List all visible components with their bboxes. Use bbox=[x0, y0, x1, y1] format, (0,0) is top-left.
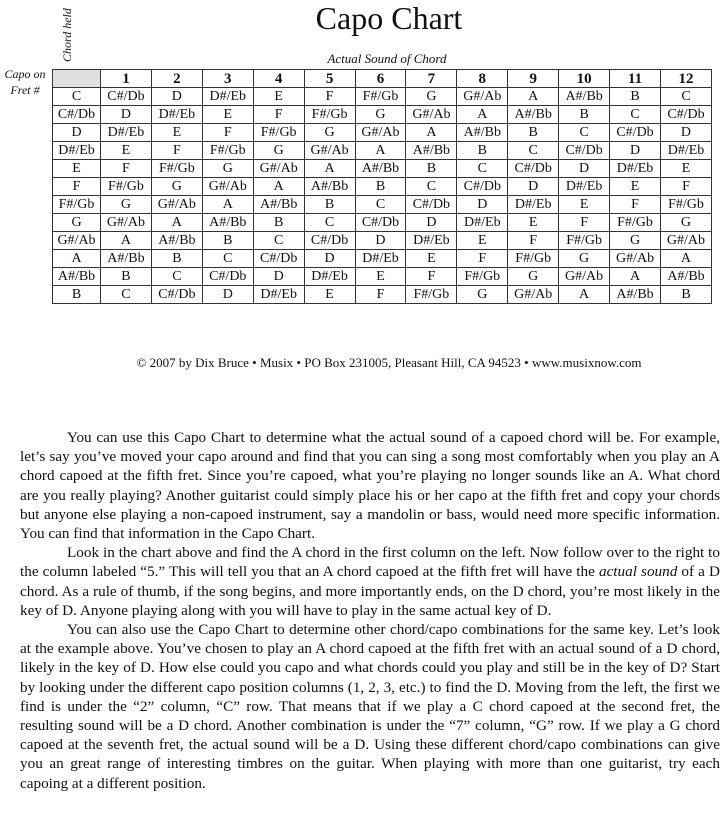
actual-sound-cell: A#/Bb bbox=[406, 142, 457, 160]
actual-sound-cell: G bbox=[610, 232, 661, 250]
actual-sound-cell: A bbox=[406, 124, 457, 142]
actual-sound-cell: F#/Gb bbox=[151, 160, 202, 178]
actual-sound-cell: C bbox=[101, 286, 152, 304]
chord-held-cell: G bbox=[53, 214, 101, 232]
actual-sound-cell: G#/Ab bbox=[508, 286, 559, 304]
actual-sound-cell: G bbox=[660, 214, 711, 232]
table-row bbox=[53, 160, 712, 178]
paragraph-1: You can use this Capo Chart to determine what the actual sound of a capoed chord will be. For example, let’s say you’ve moved your capo around and find that you can sing a song most comfortably when you play an A chord capoed at the fifth fret. Since you’re capoed, what you’re playing no longer sounds like an A. What chord are you really playing? Another guitarist could simply place his or her capo at the fifth fret and copy your chords but anyone else playing a non-capoed instrument, say a mandolin or bass, would need more specific information. You can find that information in the Capo Chart. bbox=[20, 429, 720, 543]
actual-sound-cell: D#/Eb bbox=[151, 106, 202, 124]
actual-sound-cell: C bbox=[559, 124, 610, 142]
chord-held-label: Chord held bbox=[60, 8, 74, 62]
chord-held-cell: B bbox=[53, 286, 101, 304]
actual-sound-cell: E bbox=[304, 286, 355, 304]
fret-header-6: 6 bbox=[355, 70, 406, 88]
page-title: Capo Chart bbox=[315, 0, 463, 36]
actual-sound-cell: D bbox=[304, 250, 355, 268]
actual-sound-cell: D#/Eb bbox=[559, 178, 610, 196]
actual-sound-cell: G bbox=[101, 196, 152, 214]
actual-sound-cell: D bbox=[559, 160, 610, 178]
actual-sound-cell: C bbox=[355, 196, 406, 214]
chord-held-cell: A#/Bb bbox=[53, 268, 101, 286]
fret-header-1: 1 bbox=[101, 70, 152, 88]
actual-sound-cell: F#/Gb bbox=[355, 88, 406, 106]
chord-held-cell: G#/Ab bbox=[53, 232, 101, 250]
actual-sound-cell: E bbox=[660, 160, 711, 178]
paragraph-2 bbox=[20, 543, 720, 620]
actual-sound-cell: G bbox=[151, 178, 202, 196]
actual-sound-cell: F#/Gb bbox=[304, 106, 355, 124]
fret-header-9: 9 bbox=[508, 70, 559, 88]
table-row bbox=[53, 286, 712, 304]
fret-header-10: 10 bbox=[559, 70, 610, 88]
actual-sound-cell: B bbox=[660, 286, 711, 304]
chord-held-cell: A bbox=[53, 250, 101, 268]
actual-sound-cell: G bbox=[304, 124, 355, 142]
actual-sound-cell: A#/Bb bbox=[660, 268, 711, 286]
actual-sound-cell: D#/Eb bbox=[660, 142, 711, 160]
actual-sound-cell: A bbox=[559, 286, 610, 304]
actual-sound-cell: D bbox=[101, 106, 152, 124]
actual-sound-cell: G#/Ab bbox=[304, 142, 355, 160]
paragraph-2-emphasis: actual sound bbox=[598, 563, 678, 581]
actual-sound-cell: E bbox=[202, 106, 253, 124]
actual-sound-cell: C#/Db bbox=[253, 250, 304, 268]
actual-sound-cell: F#/Gb bbox=[406, 286, 457, 304]
actual-sound-cell: A bbox=[457, 106, 508, 124]
actual-sound-cell: C bbox=[406, 178, 457, 196]
actual-sound-cell: A bbox=[660, 250, 711, 268]
actual-sound-cell: D bbox=[253, 268, 304, 286]
actual-sound-cell: G bbox=[202, 160, 253, 178]
actual-sound-cell: G bbox=[253, 142, 304, 160]
actual-sound-cell: G#/Ab bbox=[457, 88, 508, 106]
actual-sound-cell: E bbox=[457, 232, 508, 250]
actual-sound-cell: F#/Gb bbox=[660, 196, 711, 214]
fret-header-4: 4 bbox=[253, 70, 304, 88]
chord-held-cell: F bbox=[53, 178, 101, 196]
actual-sound-cell: A#/Bb bbox=[610, 286, 661, 304]
actual-sound-cell: C#/Db bbox=[457, 178, 508, 196]
actual-sound-cell: D#/Eb bbox=[508, 196, 559, 214]
actual-sound-cell: C#/Db bbox=[508, 160, 559, 178]
actual-sound-cell: C bbox=[304, 214, 355, 232]
actual-sound-cell: F bbox=[355, 286, 406, 304]
actual-sound-cell: F#/Gb bbox=[253, 124, 304, 142]
actual-sound-cell: F bbox=[406, 268, 457, 286]
actual-sound-cell: A bbox=[101, 232, 152, 250]
actual-sound-cell: D#/Eb bbox=[101, 124, 152, 142]
table-row bbox=[53, 214, 712, 232]
actual-sound-cell: A#/Bb bbox=[304, 178, 355, 196]
actual-sound-cell: C#/Db bbox=[355, 214, 406, 232]
chord-held-cell: E bbox=[53, 160, 101, 178]
actual-sound-cell: A#/Bb bbox=[253, 196, 304, 214]
actual-sound-cell: D#/Eb bbox=[457, 214, 508, 232]
actual-sound-cell: D#/Eb bbox=[406, 232, 457, 250]
capo-chart-table bbox=[52, 69, 712, 304]
actual-sound-cell: D#/Eb bbox=[610, 160, 661, 178]
chord-held-cell: D bbox=[53, 124, 101, 142]
actual-sound-cell: F#/Gb bbox=[508, 250, 559, 268]
actual-sound-cell: E bbox=[610, 178, 661, 196]
actual-sound-cell: B bbox=[559, 106, 610, 124]
actual-sound-cell: C bbox=[508, 142, 559, 160]
actual-sound-cell: F bbox=[508, 232, 559, 250]
actual-sound-cell: G bbox=[355, 106, 406, 124]
actual-sound-cell: A#/Bb bbox=[457, 124, 508, 142]
actual-sound-cell: F bbox=[304, 88, 355, 106]
actual-sound-cell: B bbox=[457, 142, 508, 160]
actual-sound-cell: C bbox=[457, 160, 508, 178]
actual-sound-cell: C bbox=[253, 232, 304, 250]
actual-sound-cell: B bbox=[101, 268, 152, 286]
actual-sound-cell: D bbox=[660, 124, 711, 142]
table-row bbox=[53, 268, 712, 286]
actual-sound-cell: A#/Bb bbox=[559, 88, 610, 106]
actual-sound-cell: C#/Db bbox=[660, 106, 711, 124]
actual-sound-cell: A#/Bb bbox=[101, 250, 152, 268]
actual-sound-cell: C#/Db bbox=[101, 88, 152, 106]
actual-sound-cell: A#/Bb bbox=[202, 214, 253, 232]
actual-sound-cell: B bbox=[151, 250, 202, 268]
actual-sound-cell: C#/Db bbox=[559, 142, 610, 160]
actual-sound-cell: G#/Ab bbox=[559, 268, 610, 286]
actual-sound-cell: G bbox=[457, 286, 508, 304]
actual-sound-cell: G#/Ab bbox=[253, 160, 304, 178]
fret-header-3: 3 bbox=[202, 70, 253, 88]
actual-sound-cell: F#/Gb bbox=[202, 142, 253, 160]
actual-sound-cell: G bbox=[559, 250, 610, 268]
table-row bbox=[53, 106, 712, 124]
table-row bbox=[53, 88, 712, 106]
actual-sound-cell: E bbox=[101, 142, 152, 160]
actual-sound-cell: B bbox=[304, 196, 355, 214]
actual-sound-cell: G#/Ab bbox=[202, 178, 253, 196]
corner-cell bbox=[53, 70, 101, 88]
actual-sound-cell: D bbox=[202, 286, 253, 304]
table-row bbox=[53, 142, 712, 160]
actual-sound-cell: D#/Eb bbox=[355, 250, 406, 268]
actual-sound-cell: C bbox=[610, 106, 661, 124]
actual-sound-cell: F bbox=[253, 106, 304, 124]
actual-sound-cell: F bbox=[559, 214, 610, 232]
actual-sound-cell: A bbox=[355, 142, 406, 160]
fret-header-2: 2 bbox=[151, 70, 202, 88]
actual-sound-cell: A bbox=[508, 88, 559, 106]
capo-on-text: Capo on bbox=[4, 67, 46, 81]
actual-sound-cell: F bbox=[151, 142, 202, 160]
actual-sound-cell: A#/Bb bbox=[151, 232, 202, 250]
actual-sound-cell: D bbox=[151, 88, 202, 106]
actual-sound-cell: F bbox=[610, 196, 661, 214]
body-text bbox=[20, 428, 720, 793]
fret-header-5: 5 bbox=[304, 70, 355, 88]
actual-sound-cell: E bbox=[508, 214, 559, 232]
actual-sound-cell: D bbox=[610, 142, 661, 160]
capo-fret-label bbox=[0, 66, 50, 98]
paragraph-3: You can also use the Capo Chart to determine other chord/capo combinations for the same key. Let’s look at the example above. You’ve chosen to play an A chord capoed at the fifth fret with an actual sound of a D chord, likely in the key of D. How else could you capo and what chords could you play and still be in the key of D? Start by looking under the different capo position columns (1, 2, 3, etc.) to find the D. Moving from the left, the first we find is under the “2” column, “C” row. That means that if we play a C chord capoed at the second fret, the resulting sound will be a D chord. Another combination is under the “7” column, “G” row. If we play a G chord capoed at the seventh fret, the actual sound will be a D. Using these different chord/capo combinations can give you an great range of interesting timbres on the guitar. When playing with more than one guitarist, try each capoing at a different position. bbox=[20, 621, 720, 792]
actual-sound-cell: G bbox=[508, 268, 559, 286]
table-row bbox=[53, 124, 712, 142]
paragraph-2-start: Look in the chart above and find the A chord in the first column on the left. Now follow over to the right to the column labeled “5.” This will tell you that an A chord capoed at the fifth fret will have the bbox=[20, 544, 720, 581]
actual-sound-label: Actual Sound of Chord bbox=[327, 51, 447, 66]
fret-text: Fret # bbox=[10, 83, 40, 97]
actual-sound-cell: D#/Eb bbox=[253, 286, 304, 304]
actual-sound-cell: F bbox=[457, 250, 508, 268]
chord-held-cell: F#/Gb bbox=[53, 196, 101, 214]
table-row bbox=[53, 250, 712, 268]
actual-sound-cell: C#/Db bbox=[406, 196, 457, 214]
actual-sound-cell: E bbox=[151, 124, 202, 142]
table-row bbox=[53, 178, 712, 196]
actual-sound-cell: E bbox=[559, 196, 610, 214]
actual-sound-cell: G#/Ab bbox=[151, 196, 202, 214]
actual-sound-cell: C#/Db bbox=[202, 268, 253, 286]
actual-sound-cell: B bbox=[610, 88, 661, 106]
actual-sound-cell: F#/Gb bbox=[559, 232, 610, 250]
fret-header-7: 7 bbox=[406, 70, 457, 88]
actual-sound-cell: C bbox=[660, 88, 711, 106]
actual-sound-cell: B bbox=[253, 214, 304, 232]
actual-sound-cell: C#/Db bbox=[151, 286, 202, 304]
actual-sound-cell: D bbox=[355, 232, 406, 250]
actual-sound-cell: A#/Bb bbox=[508, 106, 559, 124]
actual-sound-cell: D#/Eb bbox=[304, 268, 355, 286]
actual-sound-cell: E bbox=[406, 250, 457, 268]
fret-header-11: 11 bbox=[610, 70, 661, 88]
actual-sound-cell: G#/Ab bbox=[406, 106, 457, 124]
table-body bbox=[53, 88, 712, 304]
actual-sound-cell: A#/Bb bbox=[355, 160, 406, 178]
actual-sound-cell: A bbox=[610, 268, 661, 286]
chord-held-cell: C bbox=[53, 88, 101, 106]
actual-sound-cell: F#/Gb bbox=[610, 214, 661, 232]
actual-sound-cell: F#/Gb bbox=[457, 268, 508, 286]
table-row bbox=[53, 232, 712, 250]
chord-held-cell: D#/Eb bbox=[53, 142, 101, 160]
actual-sound-cell: F bbox=[660, 178, 711, 196]
fret-header-8: 8 bbox=[457, 70, 508, 88]
actual-sound-cell: C#/Db bbox=[610, 124, 661, 142]
actual-sound-cell: A bbox=[151, 214, 202, 232]
actual-sound-cell: C#/Db bbox=[304, 232, 355, 250]
actual-sound-cell: G#/Ab bbox=[610, 250, 661, 268]
header-row bbox=[53, 70, 712, 88]
actual-sound-cell: A bbox=[253, 178, 304, 196]
actual-sound-cell: A bbox=[202, 196, 253, 214]
actual-sound-cell: G#/Ab bbox=[660, 232, 711, 250]
actual-sound-cell: C bbox=[202, 250, 253, 268]
actual-sound-cell: B bbox=[406, 160, 457, 178]
actual-sound-cell: B bbox=[508, 124, 559, 142]
chord-held-cell: C#/Db bbox=[53, 106, 101, 124]
actual-sound-cell: F#/Gb bbox=[101, 178, 152, 196]
actual-sound-cell: B bbox=[355, 178, 406, 196]
paragraph-2-end: of a D chord. As a rule of thumb, if the song begins, and more importantly ends, on the D chord, you’re most likely in the key of D. Anyone playing along with you will have to play in the same actual key of D. bbox=[20, 563, 720, 619]
actual-sound-cell: D bbox=[406, 214, 457, 232]
copyright-line: © 2007 by Dix Bruce • Musix • PO Box 231005, Pleasant Hill, CA 94523 • www.musixnow.com bbox=[136, 355, 642, 370]
actual-sound-cell: G#/Ab bbox=[101, 214, 152, 232]
actual-sound-cell: D#/Eb bbox=[202, 88, 253, 106]
actual-sound-cell: A bbox=[304, 160, 355, 178]
fret-header-12: 12 bbox=[660, 70, 711, 88]
actual-sound-cell: F bbox=[202, 124, 253, 142]
actual-sound-cell: G#/Ab bbox=[355, 124, 406, 142]
actual-sound-cell: F bbox=[101, 160, 152, 178]
actual-sound-cell: B bbox=[202, 232, 253, 250]
actual-sound-cell: E bbox=[253, 88, 304, 106]
table-row bbox=[53, 196, 712, 214]
actual-sound-cell: G bbox=[406, 88, 457, 106]
actual-sound-cell: D bbox=[508, 178, 559, 196]
actual-sound-cell: E bbox=[355, 268, 406, 286]
actual-sound-cell: C bbox=[151, 268, 202, 286]
actual-sound-cell: D bbox=[457, 196, 508, 214]
